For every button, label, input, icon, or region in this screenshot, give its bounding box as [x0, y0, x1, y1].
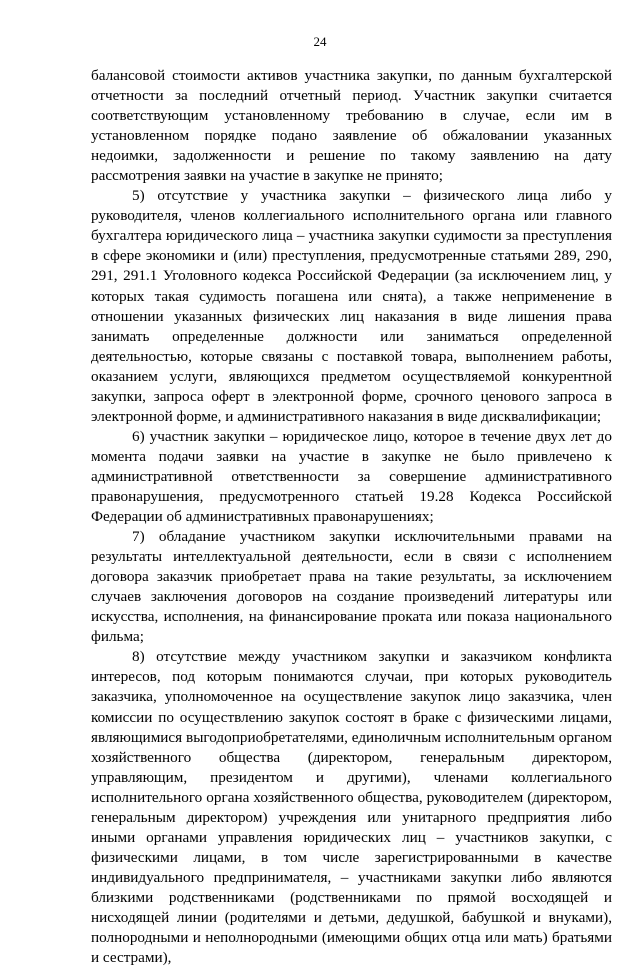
document-body: [91, 66, 612, 968]
paragraph-item-5: 5) отсутствие у участника закупки – физического лица либо у руководителя, членов коллегиального исполнительного органа или главного бухгалтера юридического лица – участника закупки судимости за преступления в сфере экономики и (или) преступления, предусмотренные статьями 289, 290, 291, 291.1 Уголовного кодекса Российской Федерации (за исключением лиц, у которых такая судимость погашена или снята), а также неприменение в отношении указанных физических лиц наказания в виде лишения права занимать определенные должности или заниматься определенной деятельностью, которые связаны с поставкой товара, выполнением работы, оказанием услуги, являющихся предметом осуществляемой конкурентной закупки, запроса оферт в электронной форме, срочного ценового запроса в электронной форме, и административного наказания в виде дисквалификации;: [91, 187, 612, 425]
paragraph-item-6: 6) участник закупки – юридическое лицо, которое в течение двух лет до момента подачи заявки на участие в закупке не было привлечено к административной ответственности за совершение административного правонарушения, предусмотренного статьей 19.28 Кодекса Российской Федерации об административных правонарушениях;: [91, 427, 612, 526]
paragraph-item-7: 7) обладание участником закупки исключительными правами на результаты интеллектуальной деятельности, если в связи с исполнением договора заказчик приобретает права на такие результаты, за исключением случаев заключения договоров на создание произведений литературы или искусства, исполнения, на финансирование проката или показа национального фильма;: [91, 528, 612, 646]
paragraph-continuation: балансовой стоимости активов участника закупки, по данным бухгалтерской отчетности за последний отчетный период. Участник закупки считается соответствующим установленному требованию в случае, если им в установленном порядке подано заявление об обжаловании указанных недоимки, задолженности и решение по такому заявлению на дату рассмотрения заявки на участие в закупке не принято;: [91, 67, 612, 185]
paragraph-item-8: 8) отсутствие между участником закупки и заказчиком конфликта интересов, под которым понимаются случаи, при которых руководитель заказчика, уполномоченное на осуществление закупок лицо заказчика, член комиссии по осуществлению закупок состоят в браке с физическими лицами, являющимися выгодоприобретателями, единоличным исполнительным органом хозяйственного общества (директором, генеральным директором, управляющим, президентом и другими), членами коллегиального исполнительного органа хозяйственного общества, руководителем (директором, генеральным директором) учреждения или унитарного предприятия либо иными органами управления юридических лиц – участников закупки, с физическими лицами, в том числе зарегистрированными в качестве индивидуального предпринимателя, – участниками закупки либо являются близкими родственниками (родственниками по прямой восходящей и нисходящей линии (родителями и детьми, дедушкой, бабушкой и внуками), полнородными и неполнородными (имеющими общих отца или мать) братьями и сестрами),: [91, 648, 612, 967]
page-number: 24: [313, 34, 327, 49]
